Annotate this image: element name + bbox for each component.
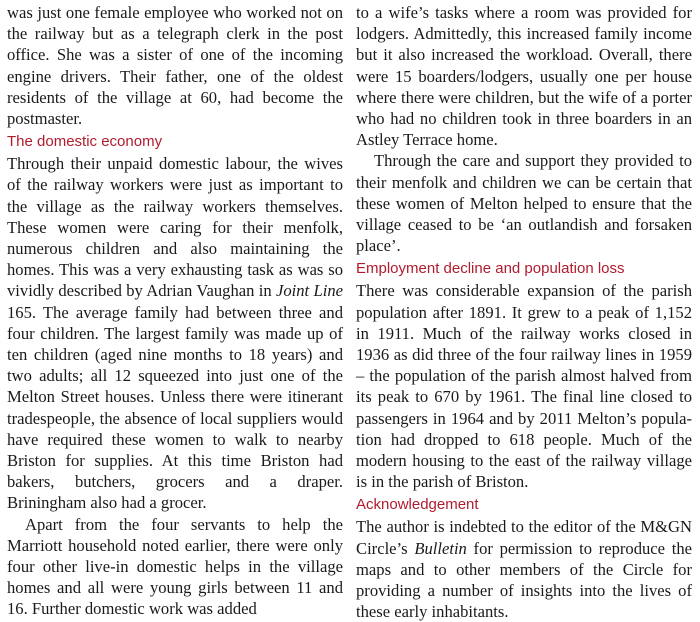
left-column: [7, 2, 343, 620]
paragraph-telegraph-clerk: was just one female employee who worked not on the railway but as a telegraph clerk in the post office. She was a sister of one of the incoming engine drivers. Their father, one of the oldest residents of the village at 60, had become the postmaster.: [7, 3, 343, 129]
right-column: [356, 2, 692, 622]
book-title: Joint Line: [275, 281, 343, 301]
paragraph-domestic-labour: [7, 153, 343, 513]
paragraph-text: Through their unpaid domestic labour, the wives of the railway workers were just as important to the village as the railway workers themselves. These women were caring for their menfolk, numerous children and also maintaining the homes. This was a very exhausting task as was so vividly described by Adrian Vaughan in: [7, 154, 343, 301]
paragraph-care-support: Through the care and support they provided to their menfolk and children we can be certain that these women of Melton helped to ensure that the village ceased to be ‘an outlandish and forsaken place’.: [356, 151, 692, 256]
paragraph-lodgers: to a wife’s tasks where a room was provided for lodgers. Admittedly, this increased family income but it also increased the workload. Overall, there were 15 boarders/lodgers, usually one per house where there were children, but the wife of a porter who had no children took in three boarders in an Astley Terrace home.: [356, 3, 692, 150]
heading-domestic-economy: The domestic economy: [7, 133, 163, 151]
paragraph-text: for permission to reproduce the maps and to other members of the Circle for providing a number of insights into the lives of these early inhabitants.: [356, 538, 692, 622]
paragraph-text: 165. The average family had between three and four children. The largest family was made up of ten children (aged nine months to 18 years) and two adults; all 12 squeezed into just one of the Melton Street houses. Unless there were itinerant tradespeople, the absence of local suppliers would have required these women to walk to nearby Briston for supplies. At this time Briston had bakers, butchers, grocers and a draper. Briningham also had a grocer.: [7, 302, 343, 513]
publication-title: Bulletin: [414, 538, 467, 558]
paragraph-population: There was considerable expansion of the parish population after 1891. It grew to a peak of 1,152 in 1911. Much of the railway works closed in 1936 as did three of the four railway lines in 1959 – the population of the parish almost halved from its peak to 670 by 1961. The final line closed to passengers in 1964 and by 2011 Melton’s population had dropped to 618 people. Much of the modern housing to the east of the railway village is in the parish of Briston.: [356, 281, 692, 492]
paragraph-text: The author is indebted to the editor of the M&GN Circle’s: [356, 517, 692, 558]
heading-employment-decline: Employment decline and population loss: [356, 260, 625, 278]
paragraph-acknowledgement: [356, 516, 692, 622]
heading-acknowledgement: Acknowledgement: [356, 496, 479, 514]
paragraph-servants: Apart from the four servants to help the Marriott household noted earlier, there were only four other live-in domestic helps in the village homes and all were young girls between 11 and 16. Further domestic work was added: [7, 514, 343, 619]
